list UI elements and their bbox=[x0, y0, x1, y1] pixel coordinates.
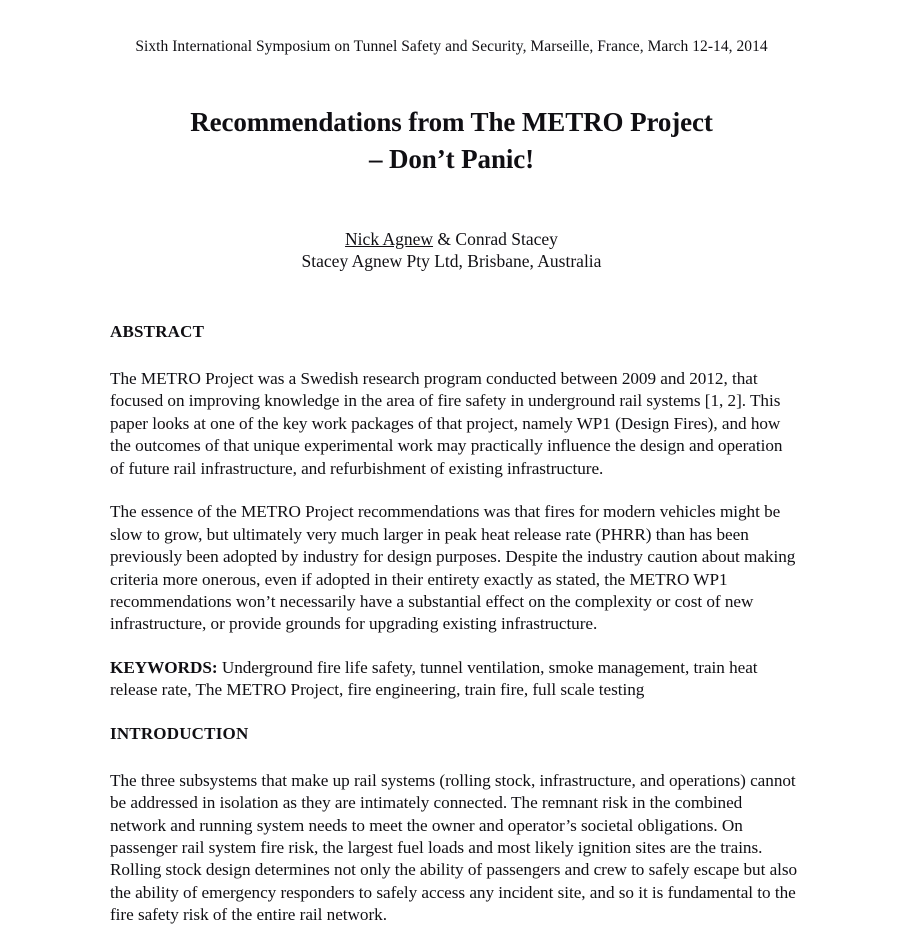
keywords-list: Underground fire life safety, tunnel ventilation, smoke management, train heat release rate, The METRO Project, fire engineering, train fire, full scale testing bbox=[110, 657, 758, 700]
abstract-paragraph-2: The essence of the METRO Project recommendations was that fires for modern vehicles might be slow to grow, but ultimately very much larger in peak heat release rate (PHRR) than has been previously been adopted by industry for design purposes. Despite the industry caution about making criteria more onerous, even if adopted in their entirety exactly as stated, the METRO WP1 recommendations won’t necessarily have a substantial effect on the complexity or cost of new infrastructure, or provide grounds for upgrading existing infrastructure. bbox=[110, 502, 796, 634]
spacer bbox=[110, 636, 798, 657]
spacer bbox=[110, 342, 798, 368]
spacer bbox=[110, 480, 798, 501]
spacer bbox=[110, 702, 798, 724]
spacer bbox=[110, 744, 798, 770]
paper-title bbox=[0, 104, 903, 179]
title-line-1: Recommendations from The METRO Project bbox=[190, 107, 713, 137]
author-affiliation: Stacey Agnew Pty Ltd, Brisbane, Australia bbox=[301, 251, 602, 272]
introduction-heading: INTRODUCTION bbox=[110, 723, 249, 743]
document-body bbox=[110, 322, 798, 927]
abstract-paragraph-1: The METRO Project was a Swedish research program conducted between 2009 and 2012, that focused on improving knowledge in the area of fire safety in underground rail systems [1, 2]. This paper looks at one of the key work packages of that project, namely WP1 (Design Fires), and how the outcomes of that unique experimental work may practically influence the design and operation of future rail infrastructure, and refurbishment of existing infrastructure. bbox=[110, 369, 783, 478]
keywords-label: KEYWORDS: bbox=[110, 657, 218, 677]
introduction-paragraph-1: The three subsystems that make up rail systems (rolling stock, infrastructure, and operations) cannot be addressed in isolation as they are intimately connected. The remnant risk in the combined network and running system needs to meet the owner and operator’s societal obligations. On passenger rail system fire risk, the largest fuel loads and most likely ignition sites are the trains. Rolling stock design determines not only the ability of passengers and crew to safely escape but also the ability of emergency responders to safely access any incident site, and so it is fundamental to the fire safety risk of the entire rail network. bbox=[110, 770, 798, 925]
co-author-names: & Conrad Stacey bbox=[433, 229, 558, 249]
title-line-2: – Don’t Panic! bbox=[368, 144, 535, 175]
author-block bbox=[0, 228, 903, 273]
abstract-heading: ABSTRACT bbox=[110, 322, 205, 341]
primary-author-name: Nick Agnew bbox=[345, 229, 434, 249]
author-names bbox=[0, 228, 903, 250]
keywords-paragraph bbox=[110, 657, 798, 702]
running-head: Sixth International Symposium on Tunnel Safety and Security, Marseille, France, March 12-14, 2014 bbox=[135, 38, 768, 55]
